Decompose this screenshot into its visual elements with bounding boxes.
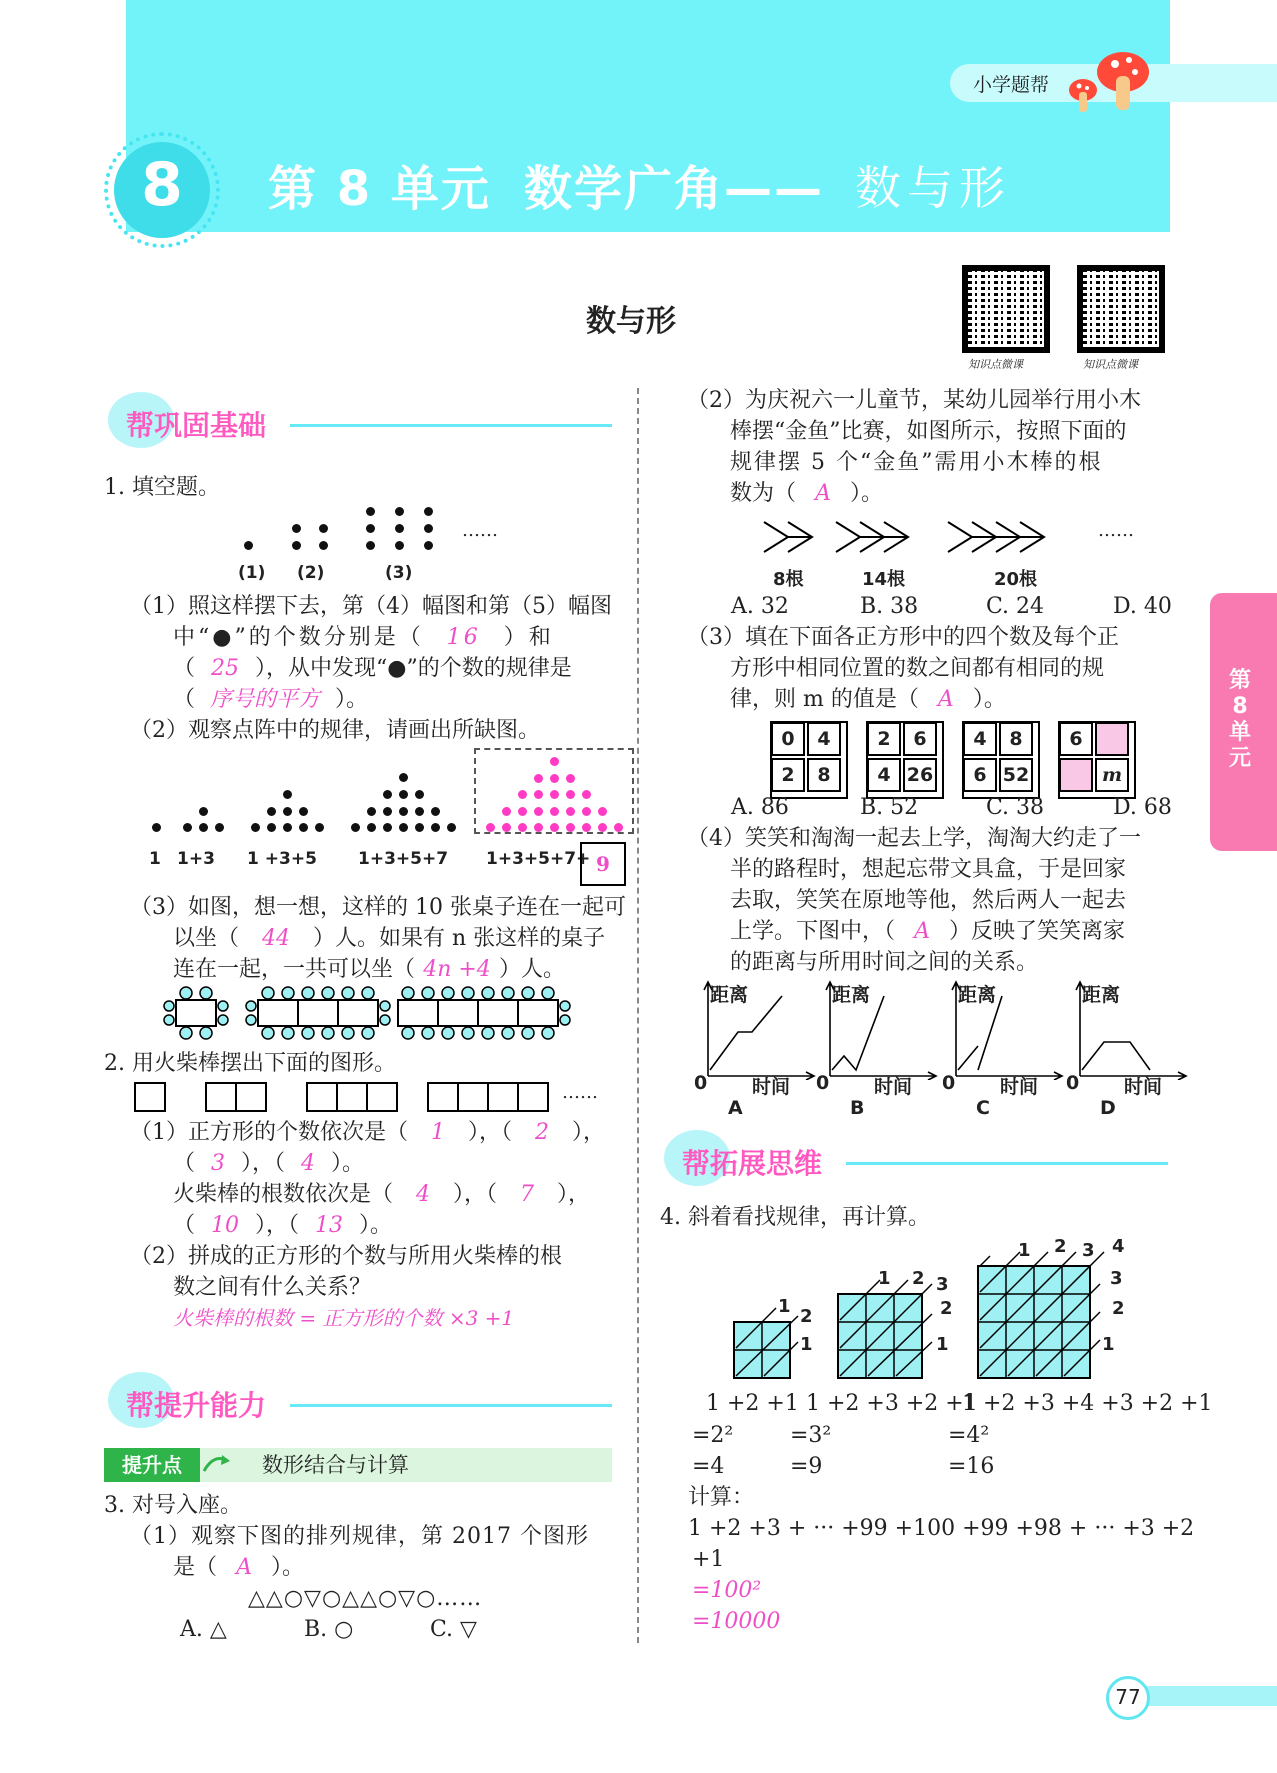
answer-dot — [502, 807, 511, 816]
q2-p1-a: （1）正方形的个数依次是（ 1 ），（ 2 ）， — [130, 1117, 605, 1148]
grid-number: 2 — [1112, 1298, 1125, 1319]
q4-title: 4. 斜着看找规律，再计算。 — [660, 1205, 930, 1230]
q3-p3-opt-b[interactable]: B. 52 — [860, 795, 919, 820]
answer[interactable]: 25 — [211, 656, 240, 681]
q4-result-1: =4 — [692, 1454, 725, 1479]
answer[interactable]: 1 — [431, 1120, 445, 1145]
q3-p2-opt-b[interactable]: B. 38 — [860, 594, 919, 619]
q2-p1-b2: （ 10 ），（ 13 ）。 — [173, 1210, 392, 1241]
page-title: 数与形 — [586, 304, 676, 339]
answer-dot — [518, 790, 527, 799]
pattern-label-4: 1+3+5+7 — [358, 849, 449, 869]
diagonal-grids — [700, 1228, 1170, 1388]
answer[interactable]: 2 — [535, 1120, 550, 1145]
unit-topic: 数学广角—— — [524, 161, 825, 217]
q3-p4-c: 去取，笑笑在原地等他，然后两人一起去 — [730, 888, 1127, 913]
grid-number: 1 — [936, 1334, 949, 1355]
q3-p3-a: （3）填在下面各正方形中的四个数及每个正 — [687, 625, 1119, 650]
q3-p4-f: 的距离与所用时间之间的关系。 — [730, 950, 1039, 975]
q1-p1-f: （ 序号的平方 ）。 — [173, 684, 368, 715]
qr-label-1: 知识点微课 — [968, 358, 1023, 371]
footer-bar — [1128, 1686, 1277, 1706]
q3-p2-opt-a[interactable]: A. 32 — [731, 594, 789, 619]
answer-dot — [582, 807, 591, 816]
section-ability: 帮提升能力 — [126, 1389, 267, 1422]
grid-number: 2 — [940, 1298, 953, 1319]
q1-p1-a: （1）照这样摆下去，第（4）幅图和第（5）幅图 — [130, 594, 612, 619]
q1-p3-d: 连在一起，一共可以坐（ 4n +4 ）人。 — [173, 954, 565, 985]
answer-dot — [534, 807, 543, 816]
graph-origin: 0 — [1066, 1072, 1080, 1094]
q3-opt-a[interactable]: A. △ — [180, 1617, 227, 1642]
q4-calc-answer-2[interactable]: =10000 — [692, 1609, 781, 1634]
graph-origin: 0 — [942, 1072, 956, 1094]
q2-p2-answer[interactable]: 火柴棒的根数 = 正方形的个数 ×3 +1 — [173, 1306, 515, 1330]
answer-dot — [566, 807, 575, 816]
q3-p3-opt-c[interactable]: C. 38 — [986, 795, 1045, 820]
graph-option-label: B — [850, 1097, 865, 1119]
answer-dot — [598, 823, 607, 832]
answer-dot — [534, 790, 543, 799]
q4-calc-expr-2: +1 — [692, 1547, 725, 1572]
tables-figure — [162, 986, 612, 1042]
q3-p2-opt-c[interactable]: C. 24 — [986, 594, 1045, 619]
fish-more: …… — [1098, 520, 1134, 541]
section-line — [290, 1404, 612, 1407]
answer-dot — [566, 774, 575, 783]
graph-x-label: 时间 — [1000, 1076, 1039, 1098]
q3-p3-c: 律，则 m 的值是（ A ）。 — [730, 684, 1006, 715]
q4-pow-1: =2² — [692, 1423, 734, 1448]
unit-title: 第 8 单元 — [268, 161, 491, 217]
answer[interactable]: A — [815, 481, 831, 506]
answer[interactable]: 7 — [520, 1182, 535, 1207]
q1-p2: （2）观察点阵中的规律，请画出所缺图。 — [130, 718, 540, 743]
answer[interactable]: 13 — [315, 1213, 344, 1238]
grid-number: 2 — [1054, 1236, 1067, 1257]
q3-p2-opt-d[interactable]: D. 40 — [1113, 594, 1172, 619]
page-number: 77 — [1115, 1685, 1141, 1709]
fish-figure — [760, 512, 1140, 562]
grid-number: 1 — [878, 1268, 891, 1289]
q3-p2-d: 数为（ A ）。 — [730, 478, 883, 509]
q2-p1-b: 火柴棒的根数依次是（ 4 ），（ 7 ）， — [173, 1179, 590, 1210]
answer[interactable]: 序号的平方 — [210, 687, 321, 712]
fig-label-3: (3) — [385, 563, 413, 583]
graph-x-label: 时间 — [1124, 1076, 1163, 1098]
section-basics: 帮巩固基础 — [126, 409, 267, 442]
qr-label-2: 知识点微课 — [1083, 358, 1138, 371]
answer-dot — [614, 823, 623, 832]
answer[interactable]: 4 — [416, 1182, 431, 1207]
answer-dot — [566, 790, 575, 799]
tip-badge: 提升点 — [104, 1448, 200, 1482]
answer[interactable]: A — [914, 919, 930, 944]
q3-p4-b: 半的路程时，想起忘带文具盒，于是回家 — [730, 857, 1127, 882]
answer-dot — [582, 823, 591, 832]
answer-dot — [550, 774, 559, 783]
fig-label-1: (1) — [238, 563, 266, 583]
answer-dot — [550, 823, 559, 832]
answer[interactable]: 44 — [262, 926, 291, 951]
graph-option-label: D — [1100, 1097, 1116, 1119]
answer[interactable]: A — [937, 687, 954, 712]
q2-p2-b: 数之间有什么关系？ — [173, 1275, 372, 1300]
graph-option-label: A — [728, 1097, 743, 1119]
answer[interactable]: 4n +4 — [423, 957, 491, 982]
q4-sum-3: 1 +2 +3 +4 +3 +2 +1 — [962, 1391, 1213, 1416]
tip-text: 数形结合与计算 — [262, 1453, 409, 1477]
graph-y-label: 距离 — [832, 984, 871, 1006]
answer-dot — [566, 823, 575, 832]
mushroom-icon — [1065, 46, 1155, 116]
q3-p4-d: 上学。下图中，（ A ）反映了笑笑离家 — [730, 916, 1125, 947]
answer-dot — [550, 790, 559, 799]
grid-number: 1 — [1018, 1240, 1031, 1261]
q4-result-3: =16 — [948, 1454, 995, 1479]
answer-dot — [598, 807, 607, 816]
q3-p3-opt-d[interactable]: D. 68 — [1113, 795, 1172, 820]
fig-label-2: (2) — [297, 563, 325, 583]
q2-p1-a2: （ 3 ），（ 4 ）。 — [173, 1148, 364, 1179]
answer-dot — [534, 774, 543, 783]
q2-title: 2. 用火柴棒摆出下面的图形。 — [104, 1051, 396, 1076]
q3-p1-b: 是（ A ）。 — [173, 1552, 304, 1583]
q3-opt-b[interactable]: B. ○ — [304, 1617, 354, 1642]
answer[interactable]: 3 — [211, 1151, 226, 1176]
answer-dot — [550, 807, 559, 816]
answer-dot — [518, 807, 527, 816]
fish-label-2: 14根 — [862, 569, 906, 590]
q3-title: 3. 对号入座。 — [104, 1493, 242, 1518]
brand-label: 小学题帮 — [973, 74, 1050, 96]
answer-dot — [582, 790, 591, 799]
grid-number: 4 — [1112, 1236, 1125, 1257]
grid-number: 2 — [800, 1306, 813, 1327]
answer[interactable]: 4 — [301, 1151, 316, 1176]
answer-dot — [502, 823, 511, 832]
graph-y-label: 距离 — [1082, 984, 1121, 1006]
answer[interactable]: 16 — [446, 625, 481, 650]
pattern-label-2: 1+3 — [177, 849, 215, 869]
q4-result-2: =9 — [790, 1454, 823, 1479]
graph-y-label: 距离 — [710, 984, 749, 1006]
dots-more: …… — [462, 520, 498, 541]
q2-p2-a: （2）拼成的正方形的个数与所用火柴棒的根 — [130, 1244, 562, 1269]
pattern-label-3: 1 +3+5 — [247, 849, 317, 869]
q3-p1-a: （1）观察下图的排列规律，第 2017 个图形 — [130, 1524, 589, 1549]
q1-p3-b: 以坐（ 44 ）人。如果有 n 张这样的桌子 — [173, 923, 605, 954]
q3-sequence: △△○▽○△△○▽○…… — [248, 1586, 483, 1611]
graph-y-label: 距离 — [958, 984, 997, 1006]
section-extend: 帮拓展思维 — [682, 1147, 823, 1180]
q3-p3-opt-a[interactable]: A. 86 — [731, 795, 789, 820]
answer-dot — [534, 823, 543, 832]
q1-p1-b: 中“●”的个数分别是（ 16 ）和 — [173, 622, 554, 653]
q4-sum-1: 1 +2 +1 — [706, 1391, 799, 1416]
q4-calc-label: 计算： — [688, 1485, 755, 1510]
grid-number: 3 — [1110, 1268, 1123, 1289]
grid-number: 3 — [1082, 1240, 1095, 1261]
q4-sum-2: 1 +2 +3 +2 +1 — [806, 1391, 978, 1416]
q4-calc-expr-1: 1 +2 +3 + ··· +99 +100 +99 +98 + ··· +3 +2 — [688, 1516, 1195, 1541]
q1-title: 1. 填空题。 — [104, 475, 220, 500]
q1-p3-a: （3）如图，想一想，这样的 10 张桌子连在一起可 — [130, 895, 626, 920]
unit-subtopic: 数与形 — [855, 161, 1011, 215]
unit-number: 8 — [141, 150, 183, 220]
answer-dot — [550, 757, 559, 766]
answer-dot — [486, 823, 495, 832]
q3-p2-c: 规律摆 5 个“金鱼”需用小木棒的根 — [730, 450, 1103, 475]
q4-pow-2: =3² — [790, 1423, 832, 1448]
arrow-icon — [200, 1451, 234, 1479]
fish-label-3: 20根 — [994, 569, 1038, 590]
grid-number: 1 — [778, 1296, 791, 1317]
graph-x-label: 时间 — [874, 1076, 913, 1098]
graph-x-label: 时间 — [752, 1076, 791, 1098]
q2-more: …… — [562, 1082, 598, 1103]
pattern-answer-box[interactable]: 9 — [580, 842, 626, 886]
section-line — [846, 1162, 1168, 1165]
graph-origin: 0 — [816, 1072, 830, 1094]
grid-number: 1 — [800, 1334, 813, 1355]
pattern-label-1: 1 — [149, 849, 161, 869]
grid-number: 2 — [912, 1268, 925, 1289]
q3-p3-b: 方形中相同位置的数之间都有相同的规 — [730, 656, 1105, 681]
qr-code-1[interactable] — [962, 265, 1050, 353]
q4-pow-3: =4² — [948, 1423, 990, 1448]
grid-number: 1 — [1102, 1334, 1115, 1355]
qr-code-2[interactable] — [1077, 265, 1165, 353]
q1-p1-d: （ 25 ），从中发现“●”的个数的规律是 — [173, 653, 572, 684]
side-tab-label: 第8单元 — [1228, 668, 1251, 771]
q4-calc-answer-1[interactable]: =100² — [692, 1578, 762, 1603]
answer[interactable]: A — [236, 1555, 252, 1580]
column-divider — [637, 388, 639, 1643]
grid-number: 3 — [936, 1274, 949, 1295]
fish-label-1: 8根 — [773, 569, 804, 590]
answer[interactable]: 10 — [211, 1213, 240, 1238]
pattern-label-5: 1+3+5+7+ — [486, 849, 591, 869]
q3-opt-c[interactable]: C. ▽ — [430, 1617, 477, 1642]
graph-origin: 0 — [694, 1072, 708, 1094]
answer-dot — [518, 823, 527, 832]
graph-option-label: C — [976, 1097, 990, 1119]
section-line — [290, 424, 612, 427]
q3-p2-a: （2）为庆祝六一儿童节，某幼儿园举行用小木 — [687, 388, 1141, 413]
q3-p2-b: 棒摆“金鱼”比赛，如图所示，按照下面的 — [730, 419, 1127, 444]
q3-p4-a: （4）笑笑和淘淘一起去上学，淘淘大约走了一 — [687, 826, 1141, 851]
